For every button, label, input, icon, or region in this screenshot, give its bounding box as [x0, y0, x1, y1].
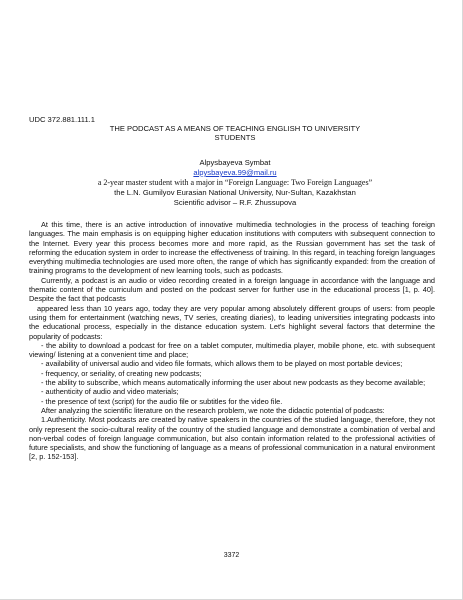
- list-item-authenticity: - authenticity of audio and video materials;: [41, 387, 179, 397]
- paper-body: [29, 220, 435, 462]
- paper-title: [40, 124, 430, 143]
- list-item-download: - the ability to download a podcast for free on a tablet computer, multimedia player, mobile phone, etc. with subsequent viewing/ listening at a convenient time and place;: [29, 340, 435, 360]
- scientific-advisor: Scientific advisor – R.F. Zhussupova: [173, 198, 297, 207]
- author-block: [40, 158, 430, 208]
- page-number: 3372: [223, 552, 240, 559]
- paper-title-line-1: THE PODCAST AS A MEANS OF TEACHING ENGLISH TO UNIVERSITY: [109, 124, 361, 133]
- udc-code: UDC 372.881.111.1: [29, 115, 95, 124]
- list-item-script: - the presence of text (script) for the audio file or subtitles for the video file.: [41, 396, 283, 406]
- author-position: a 2-year master student with a major in “Foreign Language: Two Foreign Languages”: [97, 178, 373, 187]
- author-email-link[interactable]: alpysbayeva.99@mail.ru: [193, 168, 277, 177]
- list-item-subscribe: - the ability to subscribe, which means automatically informing the user about new podcasts as they become available;: [41, 378, 426, 388]
- list-item-frequency: - frequency, or seriality, of creating new podcasts;: [41, 368, 202, 378]
- paragraph-intro: At this time, there is an active introduction of innovative multimedia technologies in the process of teaching foreign languages. The main emphasis is on equipping higher education institutions with computers with subsequent connection to the Internet. Every year this process becomes more and more rapid, as the Russian government has set the task of reforming the education system in order to increase the effectiveness of training. In this regard, in teaching foreign languages everything multimedia technologies are used more often, the range of which has significantly expanded: from the creation of training programs to the development of new learning tools, such as podcasts.: [29, 220, 435, 276]
- author-affiliation: the L.N. Gumilyov Eurasian National University, Nur-Sultan, Kazakhstan: [114, 188, 356, 197]
- list-item-formats: - availability of universal audio and video file formats, which allows them to be played on most portable devices;: [41, 359, 403, 369]
- paragraph-podcast-definition: Currently, a podcast is an audio or video recording created in a foreign language in accordance with the language and thematic content of the curriculum and posted on the podcast server for further use in the educational process [1, p. 40]. Despite the fact that podcasts: [29, 275, 435, 304]
- author-name: Alpysbayeva Symbat: [199, 158, 271, 167]
- paragraph-didactic-potential: After analyzing the scientific literature on the research problem, we note the didactic potential of podcasts:: [41, 405, 385, 415]
- paper-title-line-2: STUDENTS: [214, 133, 256, 143]
- paragraph-authenticity: 1.Authenticity. Most podcasts are created by native speakers in the countries of the studied language, therefore, they not only represent the socio-cultural reality of the country of the studied language and demonstrate a combination of verbal and non-verbal codes of foreign language communication, but also contain information related to the professional activities of future specialists, and show the functioning of language as a means of professional communication in a natural environment [2, p. 152-153].: [29, 415, 435, 462]
- paragraph-popularity: appeared less than 10 years ago, today they are very popular among absolutely different groups of users: from people using them for entertainment (watching news, TV series, creating diaries), to leading universities integrating podcasts into the educational process, especially in the distance education system. Let's highlight several factors that determine the popularity of podcasts:: [29, 303, 435, 341]
